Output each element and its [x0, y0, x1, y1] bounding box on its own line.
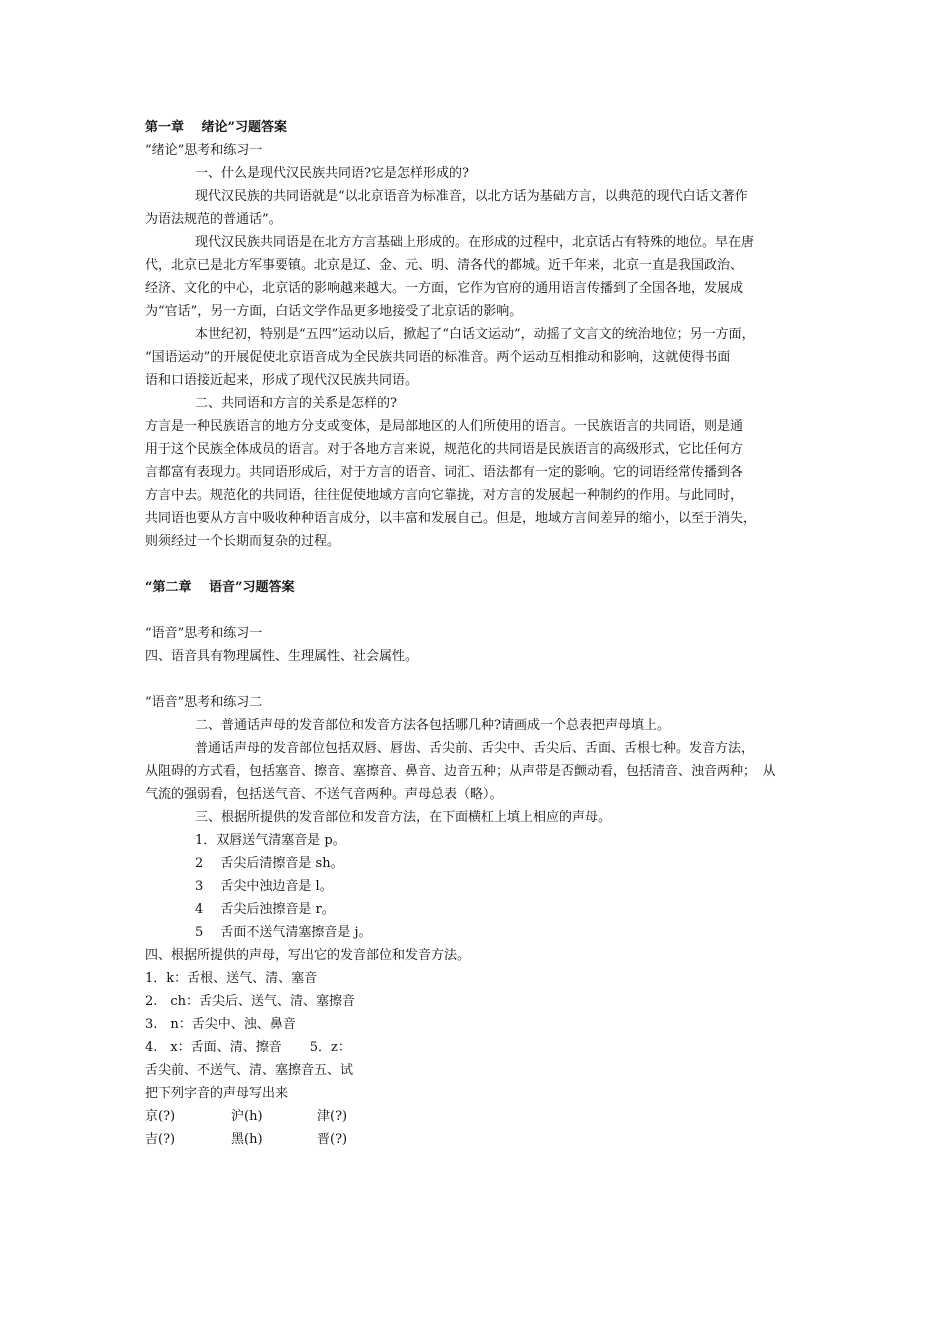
ch1-answer-3-line: 语和口语接近起来，形成了现代汉民族共同语。 [145, 373, 419, 388]
spacer [145, 553, 825, 576]
ch2-q4-item: 3. n：舌尖中、浊、鼻音 [145, 1017, 296, 1032]
initials-table-row [145, 1105, 825, 1128]
ch2-q4-item: 舌尖前、不送气、清、塞擦音五、试 [145, 1063, 354, 1078]
initials-table-row [145, 1128, 825, 1151]
ch2-question-2: 二、普通话声母的发音部位和发音方法各包括哪几种?请画成一个总表把声母填上。 [195, 718, 670, 733]
ch1-question-1: 一、什么是现代汉民族共同语?它是怎样形成的? [195, 166, 469, 181]
chapter1-exercise-title: “绪论”思考和练习一 [145, 143, 263, 158]
table-cell: 沪(h) [231, 1109, 263, 1124]
ch1-answer-4-line: 言都富有表现力。共同语形成后，对于方言的语音、词汇、语法都有一定的影响。它的词语经常传播到各 [145, 465, 744, 480]
ch2-q3-item: 2 舌尖后清擦音是 sh。 [195, 856, 344, 871]
ch2-exercise-2-title: “语音”思考和练习二 [145, 695, 263, 710]
table-cell: 黑(h) [231, 1132, 263, 1147]
ch2-answer-2-line: 气流的强弱看，包括送气音、不送气音两种。声母总表（略）。 [145, 787, 503, 802]
ch1-answer-4-line: 则须经过一个长期而复杂的过程。 [145, 534, 341, 549]
table-cell: 京(?) [145, 1109, 176, 1124]
ch1-answer-3-line: 本世纪初，特别是“五四”运动以后，掀起了“白话文运动”，动摇了文言文的统治地位；另一方面， [195, 327, 755, 342]
chapter2-heading: “第二章 语音”习题答案 [145, 580, 295, 595]
table-cell: 晋(?) [317, 1132, 348, 1147]
table-cell: 津(?) [317, 1109, 348, 1124]
ch2-q4-item: 5．z： [309, 1040, 351, 1055]
ch2-question-5: 把下列字音的声母写出来 [145, 1086, 289, 1101]
ch2-exercise-1-title: “语音”思考和练习一 [145, 626, 263, 641]
ch1-answer-2-line: 代，北京已是北方军事要镇。北京是辽、金、元、明、清各代的都城。近千年来，北京一直是我国政治、 [145, 258, 744, 273]
chapter1-heading: 第一章 绪论”习题答案 [145, 120, 288, 135]
document-body [145, 116, 825, 1151]
ch1-answer-4-line: 方言中去。规范化的共同语，往往促使地域方言向它靠拢，对方言的发展起一种制约的作用。与此同时， [145, 488, 744, 503]
ch1-answer-1-line: 为语法规范的普通话”。 [145, 212, 282, 227]
ch2-question-4: 四、根据所提供的声母，写出它的发音部位和发音方法。 [145, 948, 471, 963]
spacer [145, 599, 825, 622]
ch1-answer-2-line: 现代汉民族共同语是在北方方言基础上形成的。在形成的过程中，北京话占有特殊的地位。早在唐 [195, 235, 755, 250]
ch2-answer-2-line: 从阻碍的方式看，包括塞音、擦音、塞擦音、鼻音、边音五种；从声带是否颤动看，包括清音、浊音两种； 从 [145, 764, 776, 779]
ch1-answer-4-line: 用于这个民族全体成员的语言。对于各地方言来说，规范化的共同语是民族语言的高级形式，它比任何方 [145, 442, 744, 457]
spacer [145, 668, 825, 691]
ch2-q4-item: 4. x：舌面、清、擦音 [145, 1040, 282, 1055]
ch2-q4-item-row [145, 1036, 825, 1059]
ch1-answer-4-line: 共同语也要从方言中吸收种种语言成分，以丰富和发展自己。但是，地域方言间差异的缩小，以至于消失， [145, 511, 757, 526]
table-cell: 吉(?) [145, 1132, 176, 1147]
ch2-exercise-1-answer: 四、语音具有物理属性、生理属性、社会属性。 [145, 649, 419, 664]
ch1-answer-3-line: “国语运动”的开展促使北京语音成为全民族共同语的标准音。两个运动互相推动和影响，这就使得书面 [145, 350, 731, 365]
ch1-answer-1-line: 现代汉民族的共同语就是“以北京语音为标准音，以北方话为基础方言，以典范的现代白话文著作 [195, 189, 748, 204]
ch1-answer-4-line: 方言是一种民族语言的地方分支或变体，是局部地区的人们所使用的语言。一民族语言的共同语，则是通 [145, 419, 744, 434]
ch2-answer-2-line: 普通话声母的发音部位包括双唇、唇齿、舌尖前、舌尖中、舌尖后、舌面、舌根七种。发音方法， [195, 741, 755, 756]
ch2-q3-item: 5 舌面不送气清塞擦音是 j。 [195, 925, 372, 940]
ch2-q3-item: 1．双唇送气清塞音是 p。 [195, 833, 346, 848]
ch1-question-2: 二、共同语和方言的关系是怎样的? [195, 396, 397, 411]
ch2-q3-item: 3 舌尖中浊边音是 l。 [195, 879, 333, 894]
ch2-q3-item: 4 舌尖后浊擦音是 r。 [195, 902, 335, 917]
ch2-q4-item: 1．k：舌根、送气、清、塞音 [145, 971, 318, 986]
ch2-question-3: 三、根据所提供的发音部位和发音方法，在下面横杠上填上相应的声母。 [195, 810, 612, 825]
ch2-q4-item: 2. ch：舌尖后、送气、清、塞擦音 [145, 994, 356, 1009]
ch1-answer-2-line: 为“官话”，另一方面，白话文学作品更多地接受了北京话的影响。 [145, 304, 523, 319]
ch1-answer-2-line: 经济、文化的中心，北京话的影响越来越大。一方面，它作为官府的通用语言传播到了全国各地，发展成 [145, 281, 744, 296]
